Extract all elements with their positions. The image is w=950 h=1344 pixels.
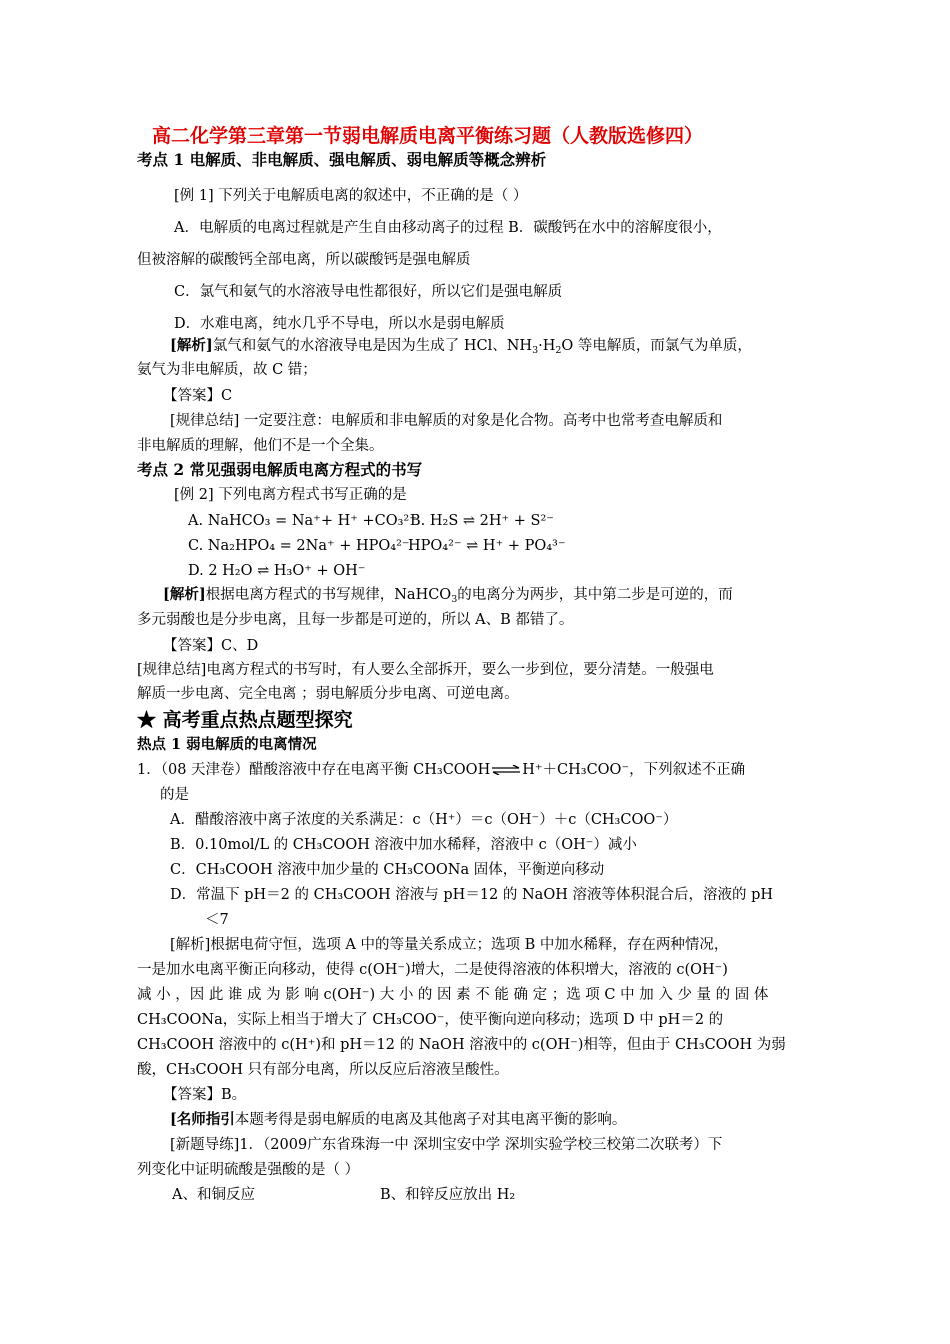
rule-summary-1-cont: 非电解质的理解，他们不是一个全集。 <box>137 438 384 454</box>
analysis-2-text-a: 根据电离方程式的书写规律，NaHCO <box>205 587 452 603</box>
question-1 <box>137 760 745 780</box>
analysis-text-e: O 等电解质，而氯气为单质， <box>561 338 752 354</box>
q1-analysis-2: 一是加水电离平衡正向移动，使得 c(OH⁻)增大，二是使得溶液的体积增大，溶液的 c(OH⁻) <box>137 962 728 978</box>
document-title: 高二化学第三章第一节弱电解质电离平衡练习题（人教版选修四） <box>152 125 704 147</box>
rule-summary-2-cont: 解质一步电离、完全电离 ；弱电解质分步电离、可逆电离。 <box>137 686 519 702</box>
new-option-b: B、和锌反应放出 H₂ <box>380 1187 516 1203</box>
analysis-sub-2: 2 <box>555 345 562 356</box>
analysis-2-label: [解析] <box>163 586 206 603</box>
example-1: [例 1] 下列关于电解质电离的叙述中，不正确的是（ ） <box>174 188 528 204</box>
option-d: D．水难电离，纯水几乎不导电，所以水是弱电解质 <box>174 316 505 332</box>
section-heading-2: 考点 2 常见强弱电解质电离方程式的书写 <box>137 460 423 479</box>
answer-1: 【答案】C <box>163 388 233 404</box>
new-option-a: A、和铜反应 <box>172 1187 255 1203</box>
analysis-2-text-c: 的电离分为两步，其中第二步是可逆的，而 <box>457 587 733 603</box>
question-1-text-b: H⁺＋CH₃COO⁻，下列叙述不正确 <box>522 762 746 778</box>
q1-option-d-cont: ＜7 <box>205 912 229 928</box>
hotspot-heading: 热点 1 弱电解质的电离情况 <box>137 736 317 753</box>
analysis-1 <box>170 336 752 361</box>
analysis-2 <box>163 585 733 610</box>
analysis-label: [解析] <box>170 337 213 354</box>
rule-summary-2: [规律总结]电离方程式的书写时，有人要么全部拆开，要么一步到位，要分清楚。一般强电 <box>137 662 714 678</box>
section-heading-1: 考点 1 电解质、非电解质、强电解质、弱电解质等概念辨析 <box>137 150 547 169</box>
option-a-cont: 但被溶解的碳酸钙全部电离，所以碳酸钙是强电解质 <box>137 252 471 268</box>
equation-d: D. 2 H₂O ⇌ H₃O⁺ + OH⁻ <box>188 563 366 579</box>
q1-option-a: A．醋酸溶液中离子浓度的关系满足：c（H⁺）＝c（OH⁻）＋c（CH₃COO⁻） <box>170 812 678 828</box>
q1-option-c: C．CH₃COOH 溶液中加少量的 CH₃COONa 固体，平衡逆向移动 <box>170 862 605 878</box>
equation-b: B. H₂S ⇌ 2H⁺ + S²⁻ <box>410 513 554 529</box>
teacher-tip-label: [名师指引 <box>170 1111 235 1128</box>
new-question-1-cont: 列变化中证明硫酸是强酸的是（ ） <box>137 1162 360 1178</box>
q1-option-b: B．0.10mol/L 的 CH₃COOH 溶液中加水稀释，溶液中 c（OH⁻）减小 <box>170 837 637 853</box>
analysis-text-c: ·H <box>538 338 556 354</box>
q1-analysis-4: CH₃COONa，实际上相当于增大了 CH₃COO⁻，使平衡向逆向移动；选项 D 中 pH＝2 的 <box>137 1012 724 1028</box>
question-1-cont: 的是 <box>160 787 189 803</box>
analysis-2-sub: 3 <box>451 594 458 605</box>
analysis-sub-3: 3 <box>532 345 539 356</box>
equation-c2: HPO₄²⁻ ⇌ H⁺ + PO₄³⁻ <box>408 538 566 554</box>
option-a: A．电解质的电离过程就是产生自由移动离子的过程 B．碳酸钙在水中的溶解度很小， <box>174 220 722 236</box>
option-c: C．氯气和氨气的水溶液导电性都很好，所以它们是强电解质 <box>174 284 563 300</box>
q1-analysis-6: 酸，CH₃COOH 只有部分电离，所以反应后溶液呈酸性。 <box>137 1062 509 1078</box>
rule-summary-1: [规律总结] 一定要注意：电解质和非电解质的对象是化合物。高考中也常考查电解质和 <box>170 413 723 429</box>
equation-c: C. Na₂HPO₄ = 2Na⁺ + HPO₄²⁻ <box>188 538 410 554</box>
answer-2: 【答案】C、D <box>163 638 259 654</box>
question-1-text-a: 1．（08 天津卷）醋酸溶液中存在电离平衡 CH₃COOH <box>137 762 491 778</box>
q1-analysis-5: CH₃COOH 溶液中的 c(H⁺)和 pH＝12 的 NaOH 溶液中的 c(OH⁻)相等，但由于 CH₃COOH 为弱 <box>137 1037 786 1053</box>
analysis-1-cont: 氨气为非电解质，故 C 错； <box>137 362 317 378</box>
equation-a: A. NaHCO₃ = Na⁺+ H⁺ +CO₃²⁻ <box>188 513 417 529</box>
equilibrium-arrow-icon <box>492 765 520 775</box>
example-2: [例 2] 下列电离方程式书写正确的是 <box>174 487 407 503</box>
q1-answer: 【答案】B。 <box>163 1087 247 1103</box>
new-question-1: [新题导练]1．（2009广东省珠海一中 深圳宝安中学 深圳实验学校三校第二次联考）下 <box>170 1137 723 1153</box>
section-heading-3: ★ 高考重点热点题型探究 <box>137 709 353 731</box>
q1-analysis-1: [解析]根据电荷守恒，选项 A 中的等量关系成立；选项 B 中加水稀释，存在两种情况， <box>170 937 729 953</box>
analysis-text-a: 氯气和氨气的水溶液导电是因为生成了 HCl、NH <box>212 338 533 354</box>
teacher-tip <box>170 1110 626 1130</box>
teacher-tip-text: 本题考得是弱电解质的电离及其他离子对其电离平衡的影响。 <box>234 1112 627 1128</box>
analysis-2-cont: 多元弱酸也是分步电离，且每一步都是可逆的，所以 A、B 都错了。 <box>137 612 574 628</box>
q1-analysis-3: 减 小 ，因 此 谁 成 为 影 响 c(OH⁻) 大 小 的 因 素 不 能 确 定 ；选 项 C 中 加 入 少 量 的 固 体 <box>137 987 769 1003</box>
q1-option-d: D．常温下 pH＝2 的 CH₃COOH 溶液与 pH＝12 的 NaOH 溶液等体积混合后，溶液的 pH <box>170 887 773 903</box>
